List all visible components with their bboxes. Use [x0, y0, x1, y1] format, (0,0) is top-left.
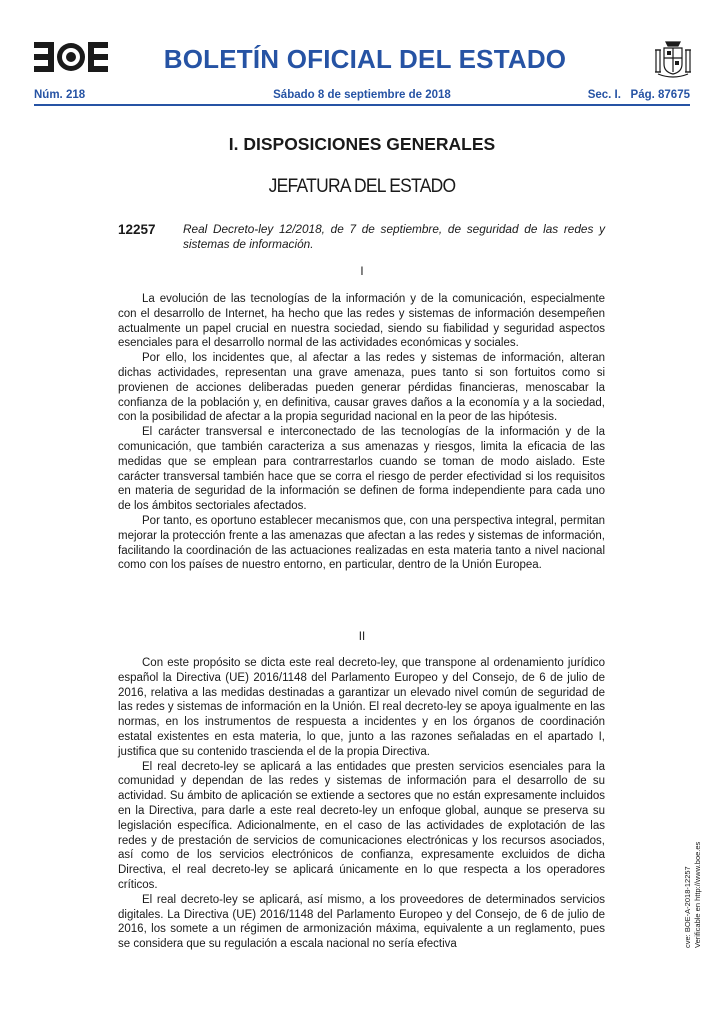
paragraph: El real decreto-ley se aplicará a las entidades que presten servicios esenciales para la comunidad y dependan de las redes y sistemas de información para el desarrollo de su actividad. Su ámbito de aplicación se extiende a sectores que no están expresamente incluidos en la Directiva, para darle a este real decreto-ley un enfoque global, aunque se preserva su legislación específica. Adicionalmente, en el caso de las actividades de explotación de las redes y de prestación de servicios de comunicaciones electrónicas y los recursos asociados, así como de los servicios electrónicos de confianza, expresamente excluidos de dicha Directiva, el real decreto-ley se aplicará únicamente en lo que respecta a los operadores críticos.: [118, 760, 605, 891]
issue-number: Núm. 218: [34, 89, 86, 101]
paragraph: La evolución de las tecnologías de la información y de la comunicación, especialmente con el desarrollo de Internet, ha hecho que las redes y sistemas de información desempeñen actualmente un papel crucial en nuestra sociedad, siendo su fiabilidad y seguridad aspectos esenciales para el desarrollo normal de las actividades económicas y sociales.: [118, 293, 605, 350]
cve-code: cve: BOE-A-2018-12257: [683, 866, 692, 948]
verification-url: Verificable en http://www.boe.es: [693, 841, 702, 948]
part1-body: [118, 292, 605, 573]
verification-note: [683, 788, 703, 948]
paragraph: Con este propósito se dicta este real decreto-ley, que transpone al ordenamiento jurídico español la Directiva (UE) 2016/1148 del Parlamento Europeo y del Consejo, de 6 de julio de 2016, relativa a las medidas destinadas a garantizar un elevado nivel común de seguridad de las redes y sistemas de información en la Unión. El real decreto-ley se apoya igualmente en las normas, en los instrumentos de respuesta a incidentes y en los órganos de coordinación estatal existentes en esta materia, lo que, junto a las razones señaladas en el apartado I, justifica que su contenido trascienda el de la propia Directiva.: [118, 657, 605, 758]
part2-body: [118, 656, 605, 952]
issue-date: Sábado 8 de septiembre de 2018: [273, 89, 451, 101]
header-divider: [34, 104, 690, 106]
boe-logo: [34, 40, 108, 74]
paragraph: El real decreto-ley se aplicará, así mismo, a los proveedores de determinados servicios digitales. La Directiva (UE) 2016/1148 del Parlamento Europeo y del Consejo, de 6 de julio de 2016, los somete a un régimen de armonización máxima, equivalente a un reglamento, pues se considera que su regulación a escala nacional no sería efectiva: [118, 893, 605, 951]
disposition-number: 12257: [118, 222, 156, 237]
disposition-title: Real Decreto-ley 12/2018, de 7 de septiembre, de seguridad de las redes y sistemas de información.: [183, 222, 605, 251]
section-page: Sec. I. Pág. 87675: [587, 89, 690, 101]
organism-title: JEFATURA DEL ESTADO: [268, 176, 456, 197]
paragraph: Por tanto, es oportuno establecer mecanismos que, con una perspectiva integral, permitan mejorar la protección frente a las amenazas que afectan a las redes y sistemas de información, facilitando la coordinación de las actuaciones realizadas en esta materia tanto a nivel nacional como con los países de nuestro entorno, en particular, dentro de la Unión Europea.: [118, 514, 605, 572]
paragraph: Por ello, los incidentes que, al afectar a las redes y sistemas de información, alteran dichas actividades, representan una grave amenaza, pues tanto si son fortuitos como si provienen de acciones deliberadas pueden generar pérdidas financieras, menoscabar la confianza de la población y, en definitiva, causar graves daños a la economía y a la sociedad, con la posibilidad de afectar a la propia seguridad nacional en la peor de las hipótesis.: [118, 352, 605, 424]
header-info-bar: [34, 86, 690, 108]
part2-heading: II: [358, 631, 366, 643]
part1-heading: I: [360, 266, 364, 278]
header-title: BOLETÍN OFICIAL DEL ESTADO: [163, 44, 567, 74]
coat-of-arms-icon: [654, 38, 692, 80]
section-title: I. DISPOSICIONES GENERALES: [228, 134, 496, 154]
paragraph: El carácter transversal e interconectado de las tecnologías de la información y de la comunicación, que también caracteriza a sus amenazas y riesgos, limita la eficacia de las medidas que se emplean para contrarrestarlos cuando se toman de modo aislado. Este carácter transversal también hace que se corra el riesgo de perder efectividad si los requisitos en materia de seguridad de la información se definen de forma independiente para cada uno de los ámbitos sectoriales afectados.: [118, 426, 605, 513]
